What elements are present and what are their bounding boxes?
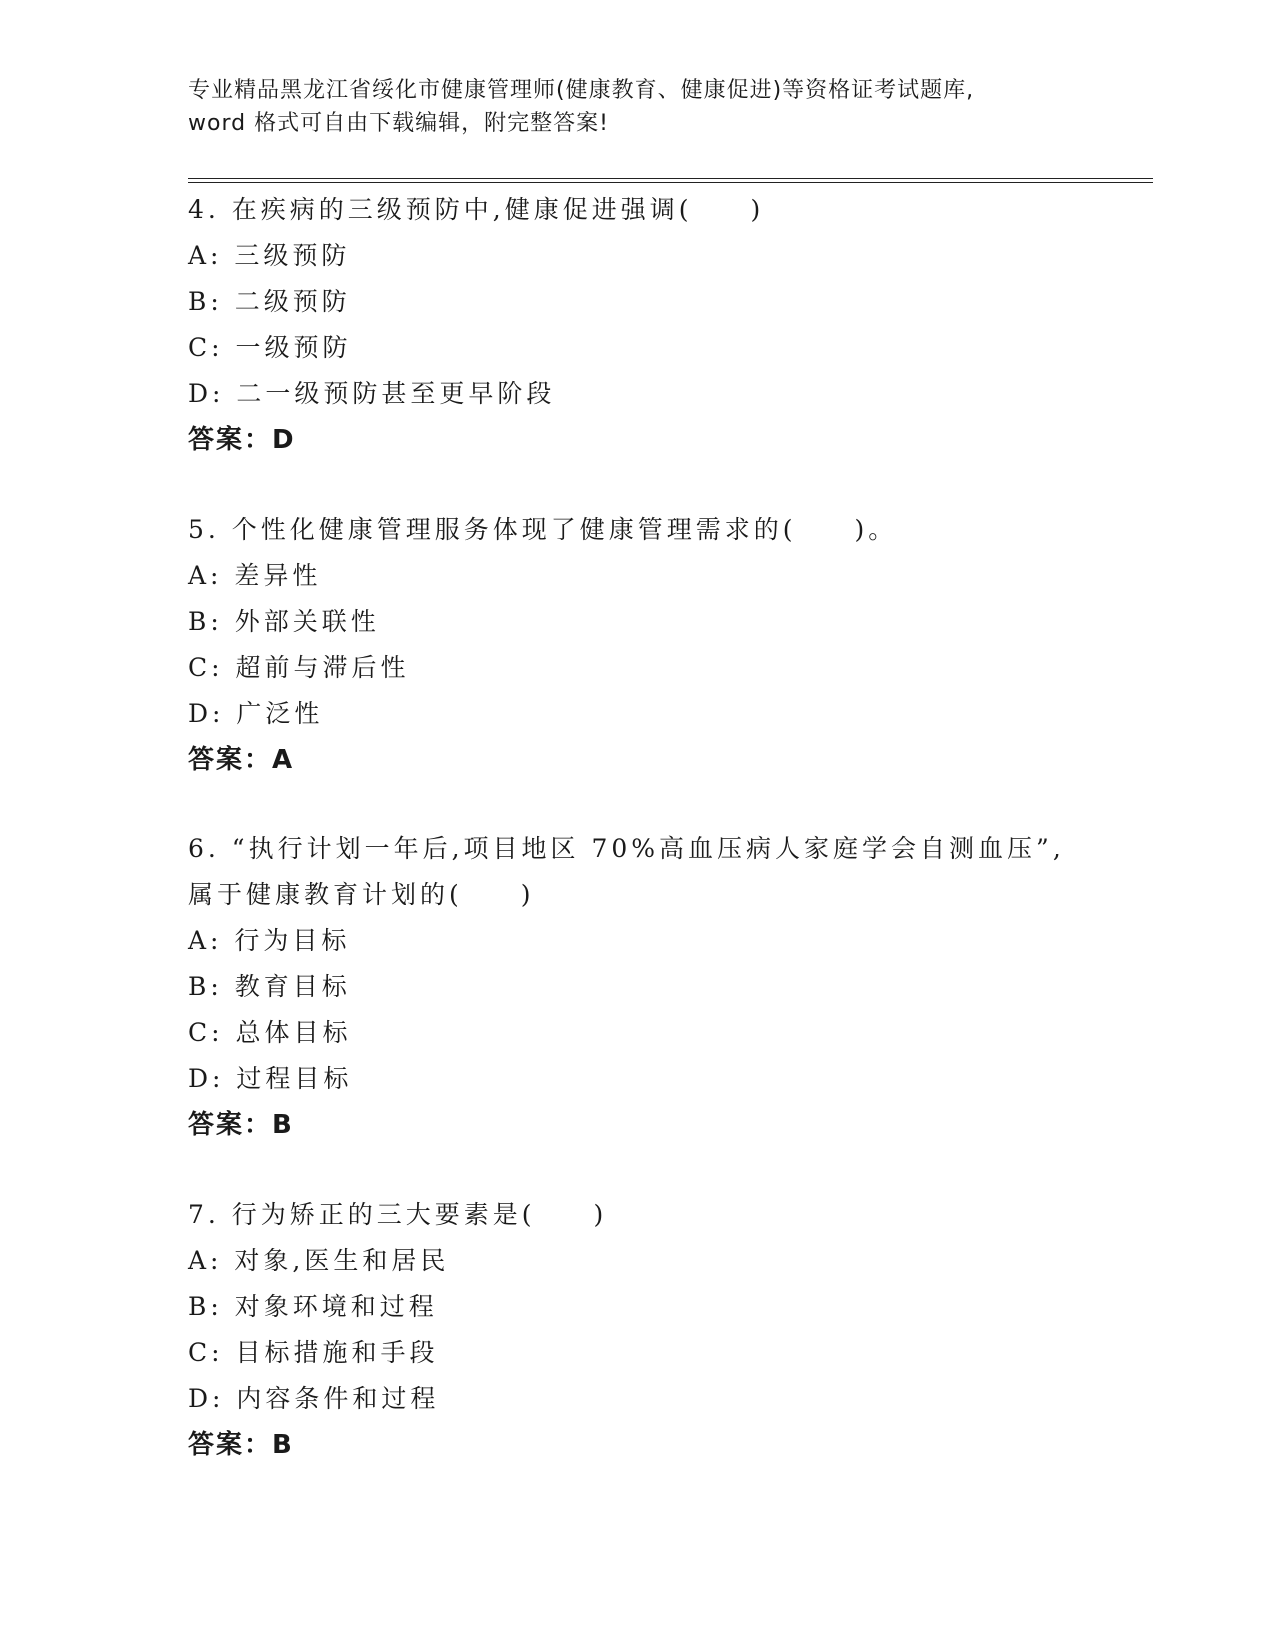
option-c: C: 总体目标 (188, 1018, 352, 1047)
question-stem: 5. 个性化健康管理服务体现了健康管理需求的( )。 (188, 515, 898, 544)
question-block (188, 187, 1128, 463)
option-c: C: 一级预防 (188, 333, 352, 362)
question-block (188, 507, 1128, 783)
question-stem: 6. “执行计划一年后,项目地区 70%高血压病人家庭学会自测血压”, (188, 834, 1065, 863)
answer-line: 答案：D (188, 425, 296, 455)
option-d: D: 二一级预防甚至更早阶段 (188, 379, 556, 408)
header-divider-top (188, 178, 1153, 179)
question-stem: 7. 行为矫正的三大要素是( ) (188, 1200, 608, 1229)
document-header (188, 74, 1088, 140)
option-d: D: 广泛性 (188, 699, 324, 728)
answer-line: 答案：A (188, 745, 295, 775)
option-a: A: 对象,医生和居民 (188, 1246, 450, 1275)
question-block (188, 1192, 1128, 1468)
option-d: D: 内容条件和过程 (188, 1384, 440, 1413)
option-b: B: 外部关联性 (188, 607, 380, 636)
option-b: B: 二级预防 (188, 287, 351, 316)
option-a: A: 三级预防 (188, 241, 351, 270)
header-line-1: 专业精品黑龙江省绥化市健康管理师(健康教育、健康促进)等资格证考试题库, (188, 78, 975, 103)
option-b: B: 教育目标 (188, 972, 351, 1001)
answer-line: 答案：B (188, 1110, 294, 1140)
option-c: C: 超前与滞后性 (188, 653, 410, 682)
option-a: A: 差异性 (188, 561, 322, 590)
option-d: D: 过程目标 (188, 1064, 353, 1093)
question-stem-continued: 属于健康教育计划的( ) (188, 880, 535, 909)
answer-line: 答案：B (188, 1430, 294, 1460)
question-stem: 4. 在疾病的三级预防中,健康促进强调( ) (188, 195, 765, 224)
option-c: C: 目标措施和手段 (188, 1338, 439, 1367)
header-line-2: word 格式可自由下载编辑，附完整答案! (188, 111, 609, 136)
option-a: A: 行为目标 (188, 926, 351, 955)
question-block (188, 826, 1128, 1148)
option-b: B: 对象环境和过程 (188, 1292, 438, 1321)
header-divider-bottom (188, 182, 1153, 183)
